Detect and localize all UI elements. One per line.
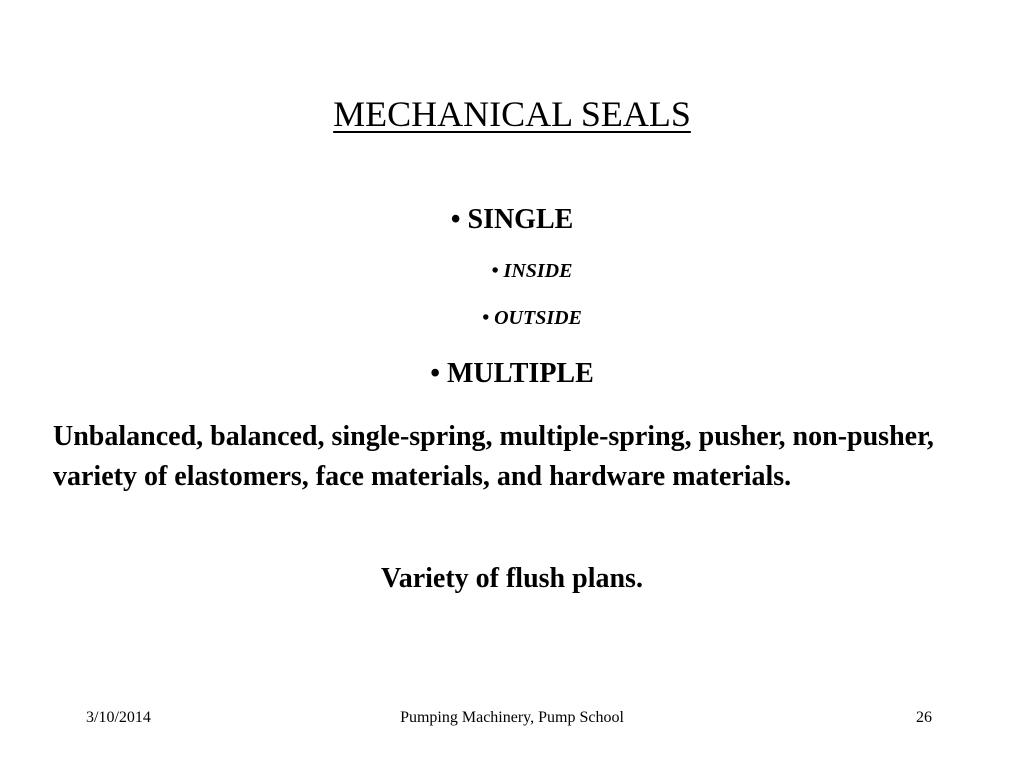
- footer-date: 3/10/2014: [86, 709, 151, 726]
- slide-title-text: MECHANICAL SEALS: [333, 94, 691, 134]
- bullet-multiple: • MULTIPLE: [430, 358, 594, 389]
- bullet-outside: • OUTSIDE: [482, 307, 582, 329]
- bullet-inside: • INSIDE: [491, 260, 573, 282]
- slide-title: [0, 92, 1024, 136]
- footer-title: Pumping Machinery, Pump School: [400, 709, 624, 726]
- footer-page-number: 26: [916, 709, 932, 726]
- seal-variety-description: Unbalanced, balanced, single-spring, multiple-spring, pusher, non-pusher, variety of elastomers, face materials, and hardware materials.: [53, 421, 934, 492]
- bullet-single: • SINGLE: [450, 204, 574, 235]
- flush-plans-note: Variety of flush plans.: [381, 563, 643, 594]
